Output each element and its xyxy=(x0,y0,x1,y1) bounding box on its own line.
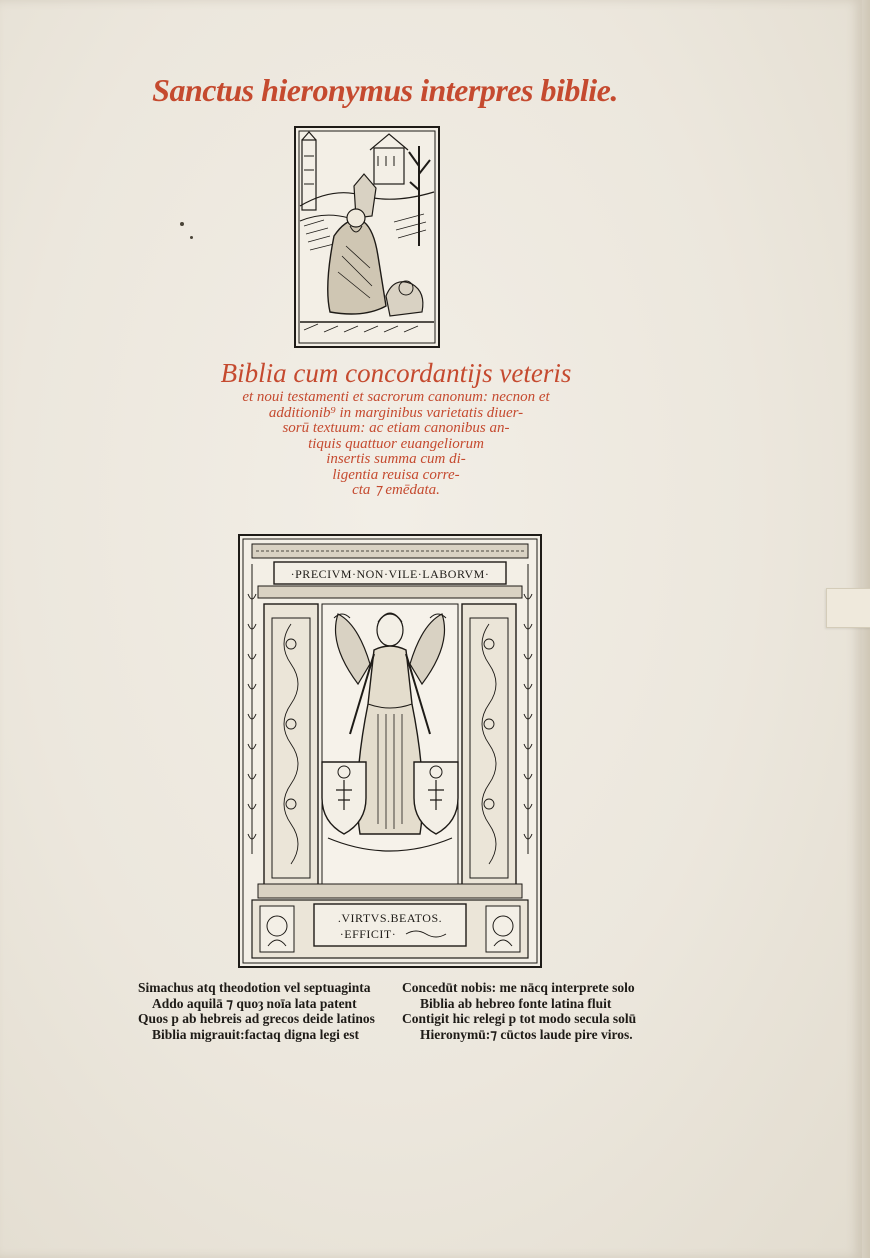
description-line: tiquis quattuor euangeliorum xyxy=(308,435,484,452)
verse-line: Quos p ab hebreis ad grecos deide latinos xyxy=(138,1011,375,1026)
page-edge xyxy=(862,0,870,1258)
bookmark-tab xyxy=(826,588,870,628)
verse-line: Hieronymū:⁊ cūctos laude pire viros. xyxy=(420,1026,633,1042)
page-heading: Sanctus hieronymus interpres biblie. xyxy=(152,72,618,108)
description-line: sorū textuum: ac etiam canonibus an- xyxy=(282,420,510,436)
device-bottom-inscription-line1: .VIRTVS.BEATOS. xyxy=(337,911,443,925)
woodcut-printers-device xyxy=(238,534,542,968)
device-bottom-inscription-line2: ·EFFICIT· xyxy=(339,927,397,941)
description-line: additionib⁹ in marginibus varietatis diuer- xyxy=(268,404,524,421)
description-line: et noui testamenti et sacrorum canonum: necnon et xyxy=(242,389,550,405)
ink-speck xyxy=(190,236,193,239)
verse-line: Addo aquilā ⁊ quoȝ noīa lata patent xyxy=(152,995,357,1011)
verse-line: Contigit hic relegi p tot modo secula solū xyxy=(402,1011,637,1026)
ink-speck xyxy=(180,222,184,226)
title-description xyxy=(206,390,586,499)
verse-line: Biblia ab hebreo fonte latina fluit xyxy=(420,995,612,1011)
description-line: insertis summa cum di- xyxy=(326,451,466,467)
description-line: ligentia reuisa corre- xyxy=(332,466,460,483)
woodcut-saint-jerome xyxy=(294,126,440,348)
verse-line: Concedūt nobis: me nācq interprete solo xyxy=(402,980,635,995)
book-title: Biblia cum concordantijs veteris xyxy=(220,358,572,388)
verses-right-column xyxy=(402,980,652,1042)
verse-line: Simachus atq theodotion vel septuaginta xyxy=(138,980,371,995)
verse-line: Biblia migrauit:factaq digna legi est xyxy=(152,1026,359,1042)
device-top-inscription: ·PRECIVM·NON·VILE·LABORVM· xyxy=(290,567,490,581)
description-line: cta ⁊ emēdata. xyxy=(352,482,440,498)
verses-left-column xyxy=(138,980,398,1042)
